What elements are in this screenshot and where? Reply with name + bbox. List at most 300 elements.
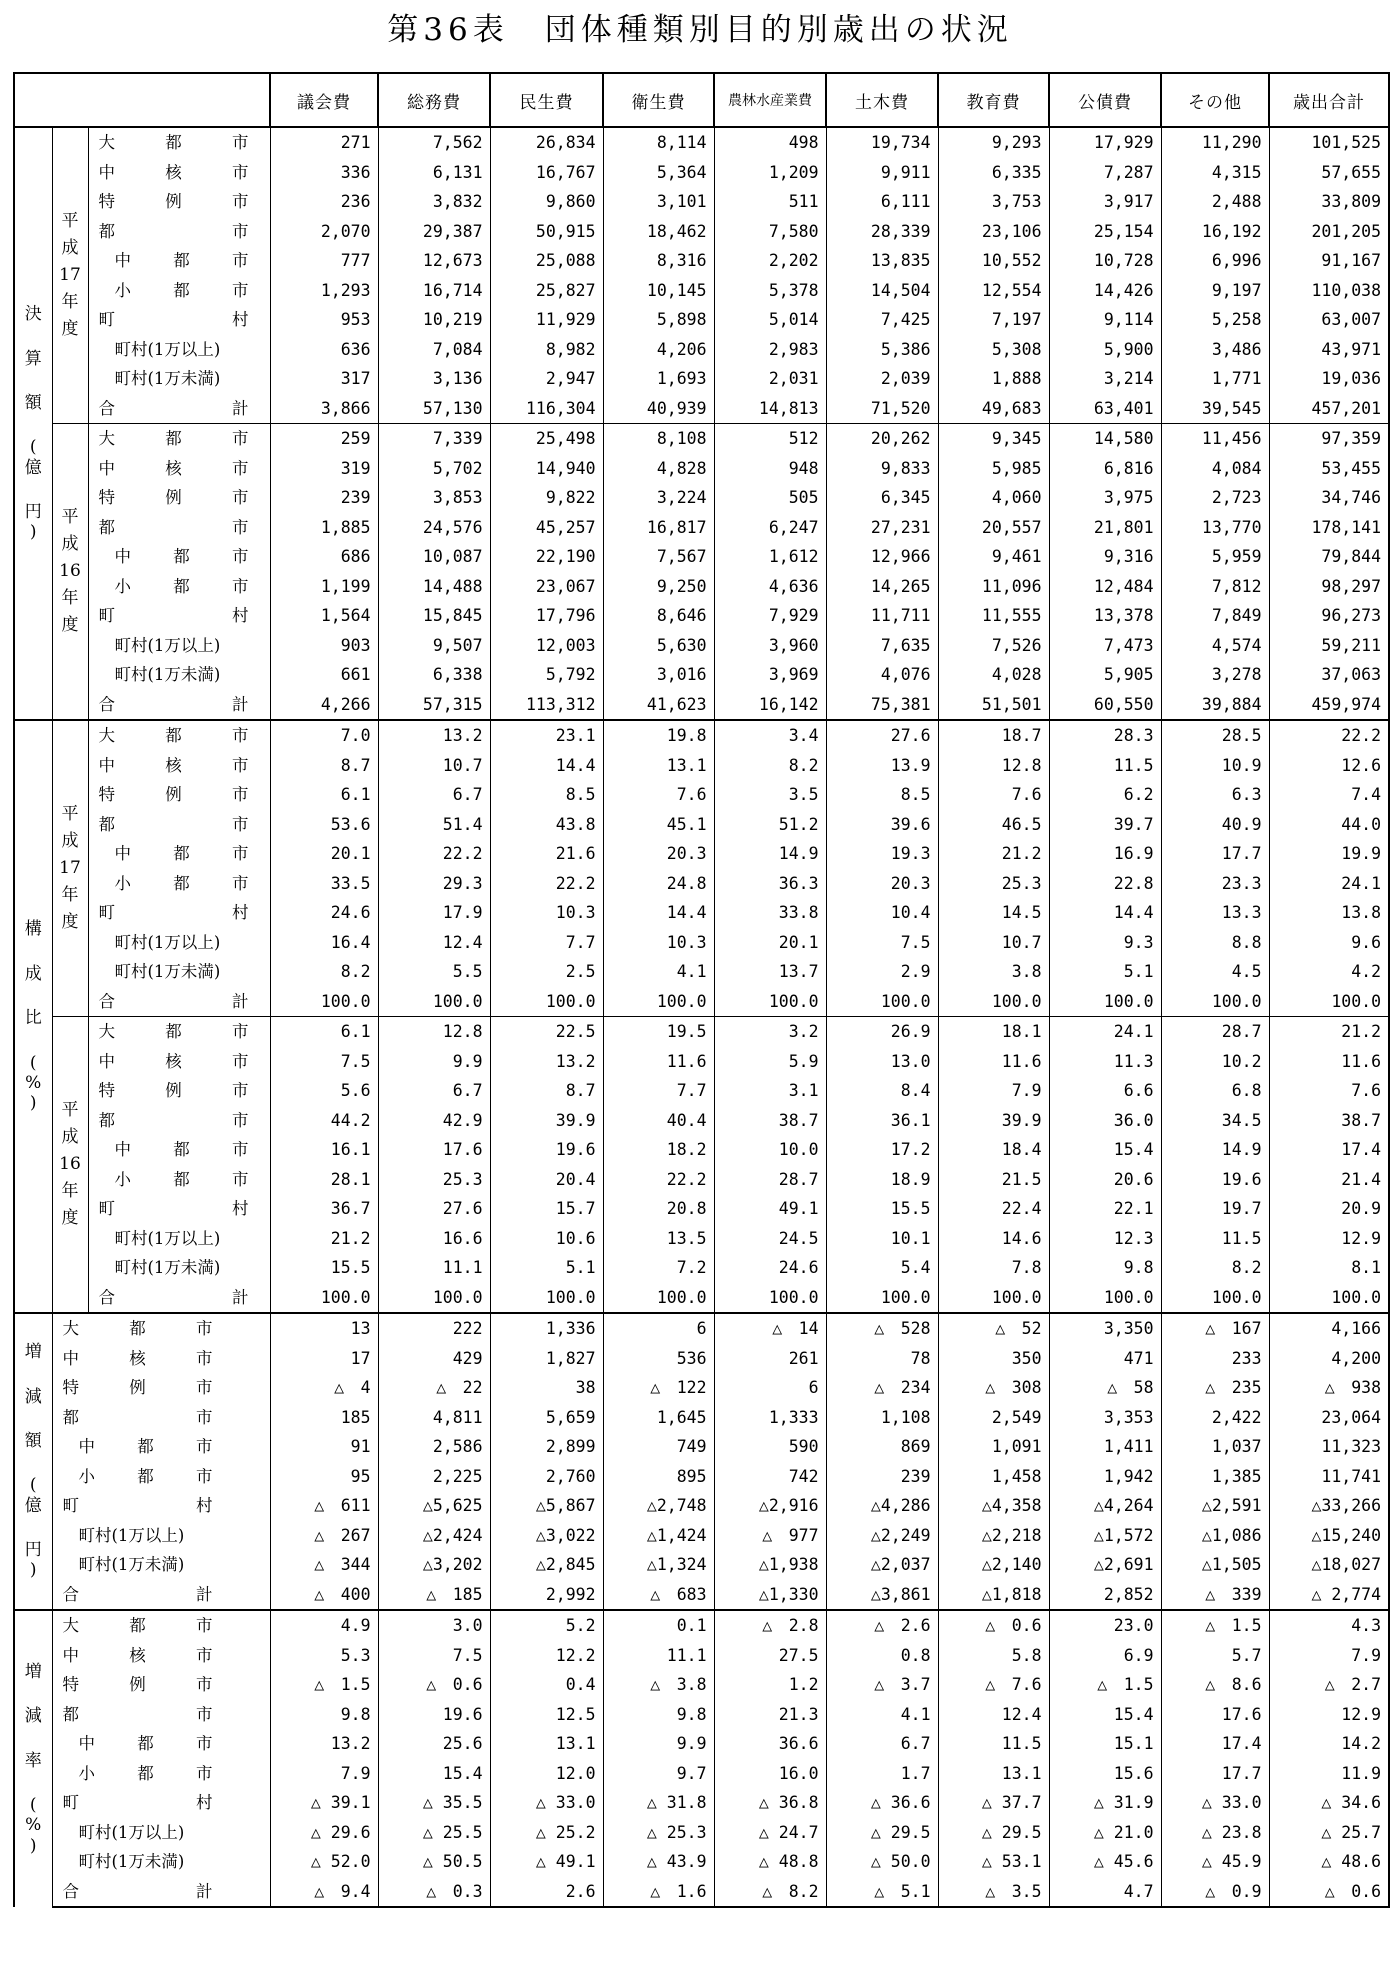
table-cell: 101,525 xyxy=(1269,127,1389,158)
table-cell: 13 xyxy=(270,1313,378,1344)
table-cell: 14.4 xyxy=(1049,898,1161,928)
table-row xyxy=(14,276,1389,306)
table-cell: 14.4 xyxy=(603,898,714,928)
table-cell: 11,323 xyxy=(1269,1432,1389,1462)
table-cell: △ 4 xyxy=(270,1373,378,1403)
table-cell: 3,214 xyxy=(1049,364,1161,394)
table-cell: 16,192 xyxy=(1161,217,1269,247)
table-cell: 28.5 xyxy=(1161,720,1269,751)
table-cell: △2,140 xyxy=(938,1550,1049,1580)
table-cell: 13.3 xyxy=(1161,898,1269,928)
table-cell: 7.5 xyxy=(378,1641,490,1671)
table-cell: 5,900 xyxy=(1049,335,1161,365)
row-label xyxy=(88,1283,270,1314)
table-cell: 13.9 xyxy=(826,751,938,781)
table-cell: △2,748 xyxy=(603,1491,714,1521)
row-label-text: 小 都 市 xyxy=(114,280,249,300)
table-cell: 6.3 xyxy=(1161,780,1269,810)
table-cell: 2.5 xyxy=(490,957,603,987)
table-cell: 17.2 xyxy=(826,1135,938,1165)
table-row xyxy=(14,364,1389,394)
table-cell: 28.7 xyxy=(1161,1017,1269,1047)
table-cell: 100.0 xyxy=(490,987,603,1017)
row-label-text: 中 核 市 xyxy=(62,1645,213,1665)
table-cell: 9,461 xyxy=(938,542,1049,572)
table-row xyxy=(14,513,1389,543)
table-cell: 20.9 xyxy=(1269,1194,1389,1224)
table-cell: 317 xyxy=(270,364,378,394)
row-label-text: 町 村 xyxy=(98,310,249,329)
table-cell: 13.5 xyxy=(603,1224,714,1254)
row-label xyxy=(88,246,270,276)
table-cell: 21.5 xyxy=(938,1165,1049,1195)
table-cell: 10.3 xyxy=(603,928,714,958)
table-cell: △ 938 xyxy=(1269,1373,1389,1403)
table-cell: 1.2 xyxy=(714,1670,826,1700)
table-cell: 42.9 xyxy=(378,1106,490,1136)
table-cell: 5,308 xyxy=(938,335,1049,365)
table-row xyxy=(14,869,1389,899)
section-label-char: ) xyxy=(29,1835,37,1856)
table-cell: 1,564 xyxy=(270,601,378,631)
table-cell: 21.3 xyxy=(714,1700,826,1730)
table-cell: 12.8 xyxy=(378,1017,490,1047)
table-row xyxy=(14,780,1389,810)
table-cell: 100.0 xyxy=(1269,1283,1389,1314)
table-cell: 903 xyxy=(270,631,378,661)
table-cell: 45.1 xyxy=(603,810,714,840)
section-label-char: ( xyxy=(29,1052,37,1073)
table-cell: 27,231 xyxy=(826,513,938,543)
table-cell: 1,942 xyxy=(1049,1462,1161,1492)
row-label xyxy=(88,1165,270,1195)
table-cell: 7.9 xyxy=(1269,1641,1389,1671)
row-label xyxy=(52,1788,270,1818)
table-cell: 1,411 xyxy=(1049,1432,1161,1462)
table-row xyxy=(14,217,1389,247)
section-label-char: ) xyxy=(29,1560,37,1581)
table-cell: 5,258 xyxy=(1161,305,1269,335)
table-cell: 23,064 xyxy=(1269,1403,1389,1433)
table-cell: 8.8 xyxy=(1161,928,1269,958)
section-label-char: 額 xyxy=(24,1430,42,1451)
table-cell: △ 24.7 xyxy=(714,1818,826,1848)
table-row xyxy=(14,1759,1389,1789)
table-cell: 3,136 xyxy=(378,364,490,394)
table-cell: △ 400 xyxy=(270,1580,378,1611)
row-label xyxy=(52,1759,270,1789)
table-cell: 24.6 xyxy=(270,898,378,928)
table-row xyxy=(14,1344,1389,1374)
table-cell: △ 344 xyxy=(270,1550,378,1580)
table-cell: 5,630 xyxy=(603,631,714,661)
table-cell: 22.1 xyxy=(1049,1194,1161,1224)
table-cell: 8.2 xyxy=(270,957,378,987)
table-cell: 590 xyxy=(714,1432,826,1462)
table-cell: 5.2 xyxy=(490,1610,603,1641)
table-cell: 19.7 xyxy=(1161,1194,1269,1224)
table-cell: 5,378 xyxy=(714,276,826,306)
table-cell: 13,770 xyxy=(1161,513,1269,543)
table-row xyxy=(14,1106,1389,1136)
table-cell: 3.1 xyxy=(714,1076,826,1106)
year-label-char: 度 xyxy=(61,319,79,340)
table-cell: 20.4 xyxy=(490,1165,603,1195)
table-cell: △ 50.5 xyxy=(378,1847,490,1877)
table-cell: △ 5.1 xyxy=(826,1877,938,1908)
table-cell: 1,885 xyxy=(270,513,378,543)
table-cell: 2,422 xyxy=(1161,1403,1269,1433)
table-cell: 15.1 xyxy=(1049,1729,1161,1759)
table-cell: 40,939 xyxy=(603,394,714,424)
year-label-char: 年 xyxy=(61,292,79,313)
table-cell: 23,106 xyxy=(938,217,1049,247)
table-cell: 222 xyxy=(378,1313,490,1344)
table-cell: 12.2 xyxy=(490,1641,603,1671)
table-cell: 4,828 xyxy=(603,454,714,484)
row-label xyxy=(88,1047,270,1077)
table-cell: 9,316 xyxy=(1049,542,1161,572)
table-cell: 59,211 xyxy=(1269,631,1389,661)
table-cell: △ 25.3 xyxy=(603,1818,714,1848)
row-label xyxy=(88,483,270,513)
table-cell: △ 31.9 xyxy=(1049,1788,1161,1818)
table-cell: 25.3 xyxy=(378,1165,490,1195)
row-label xyxy=(88,1106,270,1136)
table-cell: 28.7 xyxy=(714,1165,826,1195)
table-cell: △ 48.8 xyxy=(714,1847,826,1877)
table-cell: 742 xyxy=(714,1462,826,1492)
table-cell: 1,458 xyxy=(938,1462,1049,1492)
table-cell: 5.8 xyxy=(938,1641,1049,1671)
row-label xyxy=(52,1670,270,1700)
table-cell: 110,038 xyxy=(1269,276,1389,306)
table-cell: 34.5 xyxy=(1161,1106,1269,1136)
table-cell: 15.4 xyxy=(378,1759,490,1789)
table-row xyxy=(14,1580,1389,1611)
table-row xyxy=(14,1047,1389,1077)
table-cell: 4,200 xyxy=(1269,1344,1389,1374)
section-label-char: % xyxy=(25,1815,42,1836)
table-cell: 12,003 xyxy=(490,631,603,661)
table-cell: 100.0 xyxy=(714,987,826,1017)
table-cell: 2,225 xyxy=(378,1462,490,1492)
section-label-char: 億 xyxy=(24,457,42,478)
row-label-text: 小 都 市 xyxy=(78,1763,213,1783)
table-cell: 1,199 xyxy=(270,572,378,602)
table-cell: 4,206 xyxy=(603,335,714,365)
table-row xyxy=(14,1521,1389,1551)
table-row xyxy=(14,1550,1389,1580)
table-cell: 11,555 xyxy=(938,601,1049,631)
table-cell: 11,711 xyxy=(826,601,938,631)
table-cell: 14.2 xyxy=(1269,1729,1389,1759)
table-cell: 1,827 xyxy=(490,1344,603,1374)
row-label xyxy=(88,217,270,247)
table-row xyxy=(14,572,1389,602)
row-label xyxy=(52,1610,270,1641)
row-label xyxy=(52,1877,270,1908)
table-cell: 19.6 xyxy=(1161,1165,1269,1195)
table-cell: 63,007 xyxy=(1269,305,1389,335)
table-cell: 15,845 xyxy=(378,601,490,631)
row-label xyxy=(52,1729,270,1759)
table-cell: 79,844 xyxy=(1269,542,1389,572)
table-cell: 3,278 xyxy=(1161,660,1269,690)
table-row xyxy=(14,127,1389,158)
table-cell: 749 xyxy=(603,1432,714,1462)
table-cell: 2,070 xyxy=(270,217,378,247)
row-label xyxy=(88,394,270,424)
table-cell: 10.7 xyxy=(378,751,490,781)
table-cell: 113,312 xyxy=(490,690,603,721)
section-label-char: 円 xyxy=(24,502,42,523)
table-cell: 459,974 xyxy=(1269,690,1389,721)
table-cell: 78 xyxy=(826,1344,938,1374)
table-cell: △ 3.5 xyxy=(938,1877,1049,1908)
section-label-char: 比 xyxy=(24,1008,42,1029)
table-cell: △2,916 xyxy=(714,1491,826,1521)
table-cell: 239 xyxy=(270,483,378,513)
table-cell: 28.1 xyxy=(270,1165,378,1195)
row-label xyxy=(88,572,270,602)
table-row xyxy=(14,424,1389,454)
row-label xyxy=(88,1017,270,1047)
table-row xyxy=(14,1076,1389,1106)
table-cell: 1,888 xyxy=(938,364,1049,394)
table-cell: 13.8 xyxy=(1269,898,1389,928)
table-cell: △ 25.5 xyxy=(378,1818,490,1848)
section-label xyxy=(14,720,52,1313)
table-cell: 11.1 xyxy=(603,1641,714,1671)
table-cell: 51.4 xyxy=(378,810,490,840)
table-cell: 100.0 xyxy=(490,1283,603,1314)
table-cell: 336 xyxy=(270,158,378,188)
expenditure-table xyxy=(13,72,1390,1908)
table-cell: 11.6 xyxy=(938,1047,1049,1077)
table-cell: 19.6 xyxy=(490,1135,603,1165)
table-cell: 6,816 xyxy=(1049,454,1161,484)
table-cell: 23,067 xyxy=(490,572,603,602)
table-cell: 10,552 xyxy=(938,246,1049,276)
row-label-text: 小 都 市 xyxy=(114,576,249,596)
table-cell: 27.6 xyxy=(826,720,938,751)
table-cell: △1,424 xyxy=(603,1521,714,1551)
table-cell: △ 34.6 xyxy=(1269,1788,1389,1818)
table-cell: △2,037 xyxy=(826,1550,938,1580)
table-cell: 7.6 xyxy=(603,780,714,810)
row-label xyxy=(88,898,270,928)
table-cell: 661 xyxy=(270,660,378,690)
table-cell: 1,385 xyxy=(1161,1462,1269,1492)
row-label-text: 大 都 市 xyxy=(98,133,249,152)
table-cell: 14.6 xyxy=(938,1224,1049,1254)
col-header: 公債費 xyxy=(1049,73,1161,127)
table-cell: 9.8 xyxy=(603,1700,714,1730)
row-label xyxy=(88,127,270,158)
table-cell: 9,293 xyxy=(938,127,1049,158)
table-cell: 3,753 xyxy=(938,187,1049,217)
table-row xyxy=(14,987,1389,1017)
table-cell: 17.6 xyxy=(1161,1700,1269,1730)
table-cell: △2,218 xyxy=(938,1521,1049,1551)
table-cell: 4.2 xyxy=(1269,957,1389,987)
table-cell: 1,333 xyxy=(714,1403,826,1433)
table-cell: 12,554 xyxy=(938,276,1049,306)
table-cell: 16.4 xyxy=(270,928,378,958)
table-cell: △ 2.8 xyxy=(714,1610,826,1641)
table-cell: 43.8 xyxy=(490,810,603,840)
table-cell: 4.1 xyxy=(826,1700,938,1730)
table-cell: 41,623 xyxy=(603,690,714,721)
row-label-text: 大 都 市 xyxy=(98,1022,249,1041)
table-row xyxy=(14,394,1389,424)
table-cell: 7,197 xyxy=(938,305,1049,335)
table-cell: 5,702 xyxy=(378,454,490,484)
table-cell: 7.5 xyxy=(826,928,938,958)
section-label-char: 円 xyxy=(24,1540,42,1561)
table-cell: 97,359 xyxy=(1269,424,1389,454)
table-cell: 10,087 xyxy=(378,542,490,572)
table-cell: 37,063 xyxy=(1269,660,1389,690)
table-cell: 8.7 xyxy=(270,751,378,781)
table-cell: 5,364 xyxy=(603,158,714,188)
table-cell: △1,572 xyxy=(1049,1521,1161,1551)
row-label-text: 都 市 xyxy=(62,1704,213,1724)
table-cell: 2,549 xyxy=(938,1403,1049,1433)
col-header: その他 xyxy=(1161,73,1269,127)
table-cell: 63,401 xyxy=(1049,394,1161,424)
table-row xyxy=(14,1670,1389,1700)
table-cell: △ 235 xyxy=(1161,1373,1269,1403)
table-cell: 3,224 xyxy=(603,483,714,513)
table-cell: 28,339 xyxy=(826,217,938,247)
table-cell: 9,507 xyxy=(378,631,490,661)
table-row xyxy=(14,631,1389,661)
table-cell: 3,353 xyxy=(1049,1403,1161,1433)
row-label xyxy=(88,720,270,751)
table-row xyxy=(14,1491,1389,1521)
row-label-text: 小 都 市 xyxy=(78,1466,213,1486)
table-cell: 14,488 xyxy=(378,572,490,602)
table-cell: 5.9 xyxy=(714,1047,826,1077)
table-cell: 512 xyxy=(714,424,826,454)
table-cell: △ 43.9 xyxy=(603,1847,714,1877)
table-cell: △ 339 xyxy=(1161,1580,1269,1611)
table-cell: 57,130 xyxy=(378,394,490,424)
table-cell: 20.3 xyxy=(603,839,714,869)
table-cell: △ 1.5 xyxy=(1049,1670,1161,1700)
row-label xyxy=(52,1432,270,1462)
table-cell: 22.2 xyxy=(603,1165,714,1195)
table-cell: 6.6 xyxy=(1049,1076,1161,1106)
table-cell: △ 8.2 xyxy=(714,1877,826,1908)
table-cell: 21.6 xyxy=(490,839,603,869)
table-cell: 100.0 xyxy=(378,1283,490,1314)
row-label-text: 都 市 xyxy=(62,1407,213,1427)
row-label-text: 大 都 市 xyxy=(62,1616,213,1635)
table-cell: 20.1 xyxy=(270,839,378,869)
table-cell: △ 21.0 xyxy=(1049,1818,1161,1848)
row-label-text: 中 核 市 xyxy=(98,1051,249,1071)
table-cell: 8.5 xyxy=(490,780,603,810)
table-cell: 178,141 xyxy=(1269,513,1389,543)
table-cell: 8.1 xyxy=(1269,1253,1389,1283)
table-cell: 5,959 xyxy=(1161,542,1269,572)
table-cell: 25,088 xyxy=(490,246,603,276)
table-cell: △1,324 xyxy=(603,1550,714,1580)
row-label-text: 中 核 市 xyxy=(98,755,249,775)
table-cell: 26,834 xyxy=(490,127,603,158)
table-cell: △3,202 xyxy=(378,1550,490,1580)
table-cell: △ 977 xyxy=(714,1521,826,1551)
table-cell: 14,504 xyxy=(826,276,938,306)
table-cell: 34,746 xyxy=(1269,483,1389,513)
table-cell: 7.0 xyxy=(270,720,378,751)
table-cell: 22.2 xyxy=(1269,720,1389,751)
table-cell: 2,947 xyxy=(490,364,603,394)
table-cell: 12.4 xyxy=(378,928,490,958)
table-cell: 1,336 xyxy=(490,1313,603,1344)
table-cell: △ 683 xyxy=(603,1580,714,1611)
table-cell: 10,219 xyxy=(378,305,490,335)
table-row xyxy=(14,898,1389,928)
row-label-text: 大 都 市 xyxy=(98,726,249,745)
table-cell: 17.7 xyxy=(1161,1759,1269,1789)
section-label-char: ( xyxy=(29,437,37,458)
row-label xyxy=(52,1344,270,1374)
table-row xyxy=(14,1253,1389,1283)
section-label xyxy=(14,1610,52,1907)
table-cell: 11.6 xyxy=(603,1047,714,1077)
table-cell: 11.9 xyxy=(1269,1759,1389,1789)
table-cell: 16.1 xyxy=(270,1135,378,1165)
table-cell: 7,425 xyxy=(826,305,938,335)
table-cell: 39.9 xyxy=(490,1106,603,1136)
table-cell: 8.5 xyxy=(826,780,938,810)
table-cell: 98,297 xyxy=(1269,572,1389,602)
table-cell: 9,114 xyxy=(1049,305,1161,335)
table-cell: 5.7 xyxy=(1161,1641,1269,1671)
table-cell: △ 25.2 xyxy=(490,1818,603,1848)
row-label-text: 町 村 xyxy=(98,1199,249,1218)
table-cell: 9.7 xyxy=(603,1759,714,1789)
table-cell: 19.9 xyxy=(1269,839,1389,869)
table-cell: 6.8 xyxy=(1161,1076,1269,1106)
table-cell: 6,996 xyxy=(1161,246,1269,276)
table-cell: 25,154 xyxy=(1049,217,1161,247)
table-row xyxy=(14,187,1389,217)
table-cell: 1,209 xyxy=(714,158,826,188)
table-cell: 12.0 xyxy=(490,1759,603,1789)
table-cell: 3,350 xyxy=(1049,1313,1161,1344)
table-cell: 36.3 xyxy=(714,869,826,899)
table-cell: △ 122 xyxy=(603,1373,714,1403)
table-cell: 15.5 xyxy=(826,1194,938,1224)
table-cell: 20,262 xyxy=(826,424,938,454)
table-cell: 16.6 xyxy=(378,1224,490,1254)
table-cell: 2,488 xyxy=(1161,187,1269,217)
year-label-char: 17 xyxy=(59,264,81,285)
table-cell: △ 37.7 xyxy=(938,1788,1049,1818)
table-cell: △1,818 xyxy=(938,1580,1049,1611)
table-cell: 7,929 xyxy=(714,601,826,631)
table-cell: 236 xyxy=(270,187,378,217)
table-cell: 38 xyxy=(490,1373,603,1403)
table-cell: △ 33.0 xyxy=(490,1788,603,1818)
table-cell: 27.5 xyxy=(714,1641,826,1671)
table-cell: 10.7 xyxy=(938,928,1049,958)
